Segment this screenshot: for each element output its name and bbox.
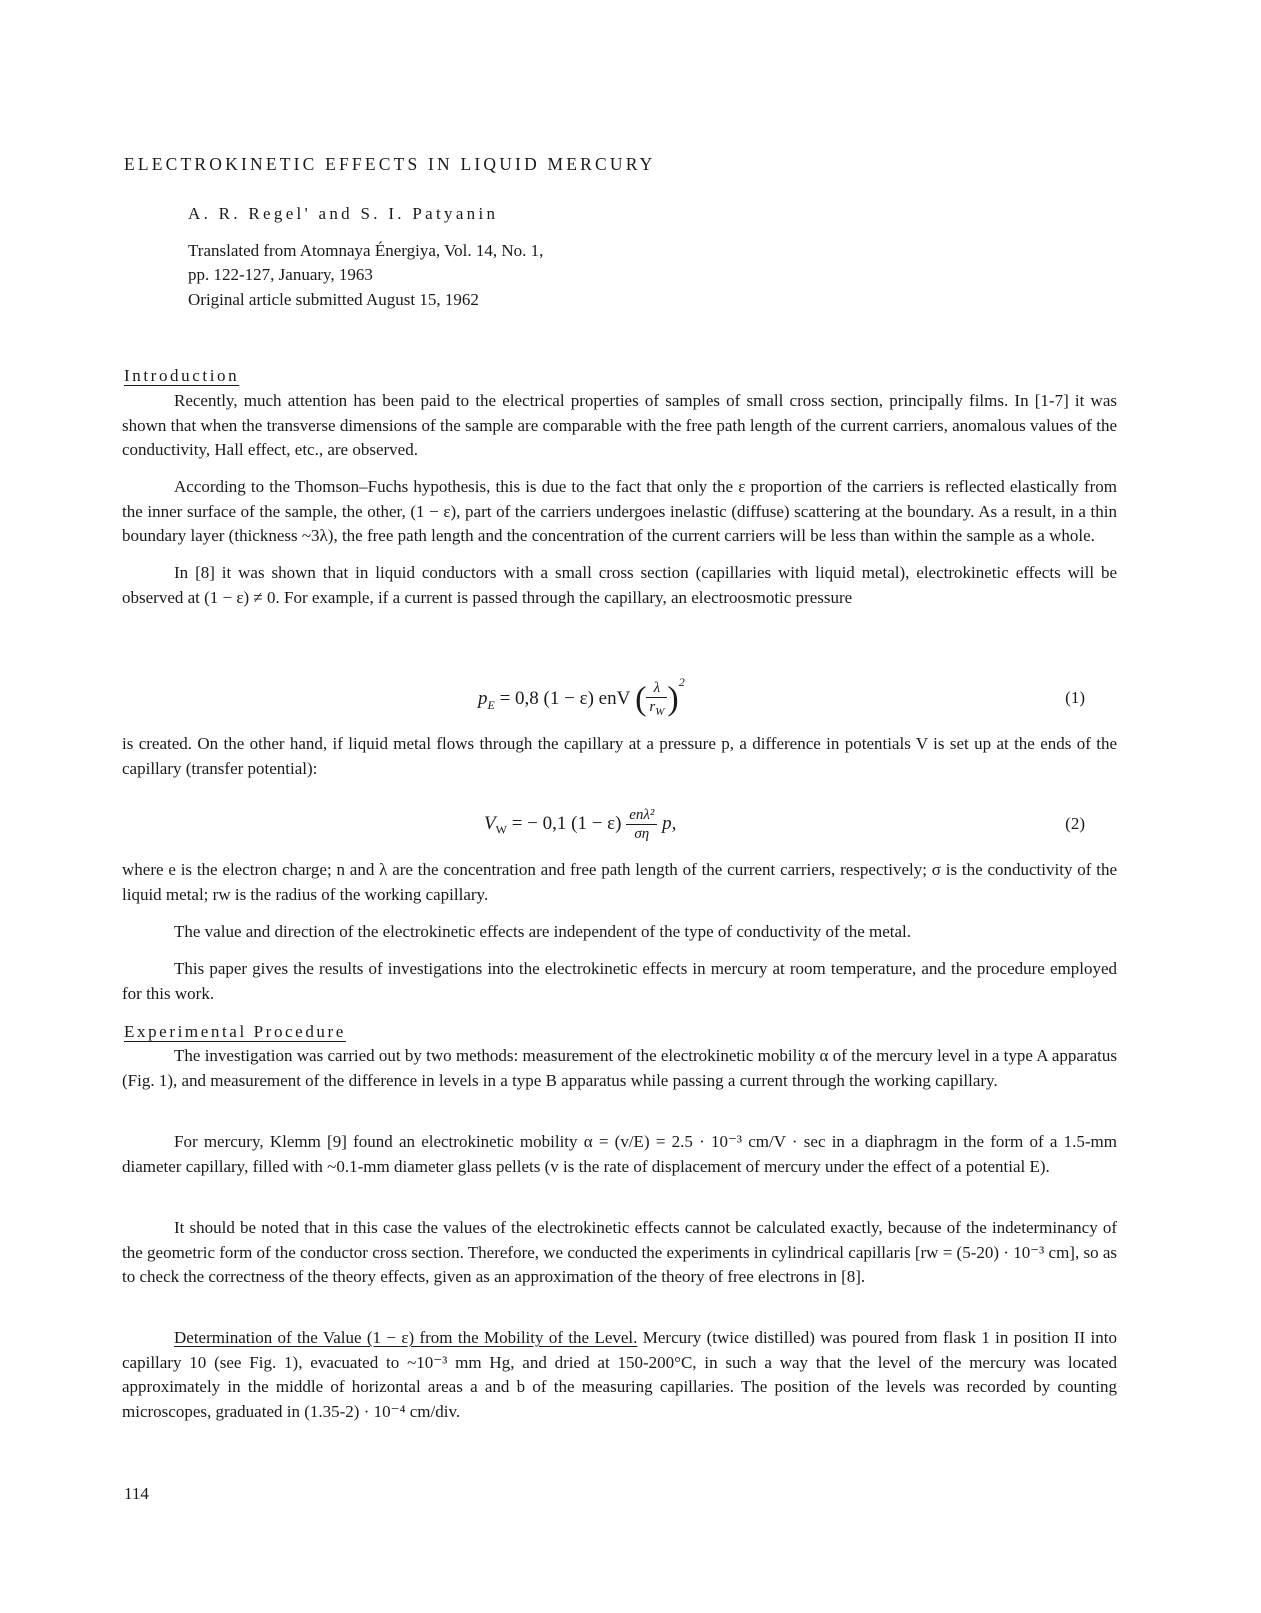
paragraph-11: Determination of the Value (1 − ε) from the Mobility of the Level. Mercury (twice distilled) was poured from flask 1 in position II into capillary 10 (see Fig. 1), evacuated to ~10⁻³ mm Hg, and dried at 150-200°C, in such a way that the level of the mercury was located approximately in the middle of horizontal areas a and b of the measuring capillaries. The position of the levels was recorded by counting microscopes, graduated in (1.35-2) · 10⁻⁴ cm/div. [122, 1328, 1117, 1421]
page-range: pp. 122-127, January, 1963 [188, 265, 373, 284]
paragraph-10: It should be noted that in this case the values of the electrokinetic effects cannot be calculated exactly, because of the indeterminancy of the geometric form of the conductor cross section. Therefore, we conducted the experiments in cylindrical capillaris [rw = (5-20) · 10⁻³ cm], so as to check the correctness of the theory effects, given as an approximation of the theory of free electrons in [8]. [122, 1218, 1117, 1286]
section-heading-experimental: Experimental Procedure [124, 1022, 346, 1041]
equation-2-label: (2) [1065, 814, 1085, 833]
paragraph-5: where e is the electron charge; n and λ are the concentration and free path length of the current carriers, respectively; σ is the conductivity of the liquid metal; rw is the radius of the working capillary. [122, 860, 1117, 904]
paragraph-6: The value and direction of the electrokinetic effects are independent of the type of conductivity of the metal. [174, 922, 912, 941]
translation-source: Translated from Atomnaya Énergiya, Vol. 14, No. 1, [188, 240, 544, 260]
paper-title: ELECTROKINETIC EFFECTS IN LIQUID MERCURY [124, 154, 656, 174]
page-number: 114 [124, 1484, 149, 1503]
paragraph-9: For mercury, Klemm [9] found an electrokinetic mobility α = (v/E) = 2.5 · 10⁻³ cm/V · sec in a diaphragm in the form of a 1.5-mm diameter capillary, filled with ~0.1-mm diameter glass pellets (v is the rate of displacement of mercury under the effect of a potential E). [122, 1132, 1117, 1176]
equation-1: $p_E = 0,8$ (1 − ε) enV ( $\frac{\lambda}{r_W}$ )$^2$ [478, 675, 685, 718]
front-matter [188, 202, 543, 312]
submission-date: Original article submitted August 15, 1962 [188, 289, 479, 309]
paragraph-1: Recently, much attention has been paid to the electrical properties of samples of small cross section, principally films. In [1-7] it was shown that when the transverse dimensions of the sample are comparable with the free path length of the current carriers, anomalous values of the conductivity, Hall effect, etc., are observed. [122, 391, 1117, 459]
paragraph-2: According to the Thomson–Fuchs hypothesis, this is due to the fact that only the ε proportion of the carriers is reflected elastically from the inner surface of the sample, the other, (1 − ε), part of the carriers undergoes inelastic (diffuse) scattering at the boundary. As a result, in a thin boundary layer (thickness ~3λ), the free path length and the concentration of the current carriers will be less than within the sample as a whole. [122, 477, 1117, 545]
authors: A. R. Regel' and S. I. Patyanin [188, 204, 499, 223]
subsection-lead: Determination of the Value (1 − ε) from the Mobility of the Level. [174, 1328, 638, 1347]
paragraph-3: In [8] it was shown that in liquid conductors with a small cross section (capillaries with liquid metal), electrokinetic effects will be observed at (1 − ε) ≠ 0. For example, if a current is passed through the capillary, an electroosmotic pressure [122, 563, 1117, 607]
equation-2: $V_W$ = − 0,1 (1 − ε) $\frac{\text{enλ²}}{\sigma\eta}$ p, [484, 807, 677, 842]
paragraph-4: is created. On the other hand, if liquid metal flows through the capillary at a pressure p, a difference in potentials V is set up at the ends of the capillary (transfer potential): [122, 734, 1117, 778]
paragraph-8: The investigation was carried out by two methods: measurement of the electrokinetic mobility α of the mercury level in a type A apparatus (Fig. 1), and measurement of the difference in levels in a type B apparatus while passing a current through the working capillary. [122, 1046, 1117, 1090]
equation-1-label: (1) [1065, 688, 1085, 707]
section-heading-introduction: Introduction [124, 366, 240, 385]
paragraph-7: This paper gives the results of investigations into the electrokinetic effects in mercury at room temperature, and the procedure employed for this work. [122, 959, 1117, 1003]
